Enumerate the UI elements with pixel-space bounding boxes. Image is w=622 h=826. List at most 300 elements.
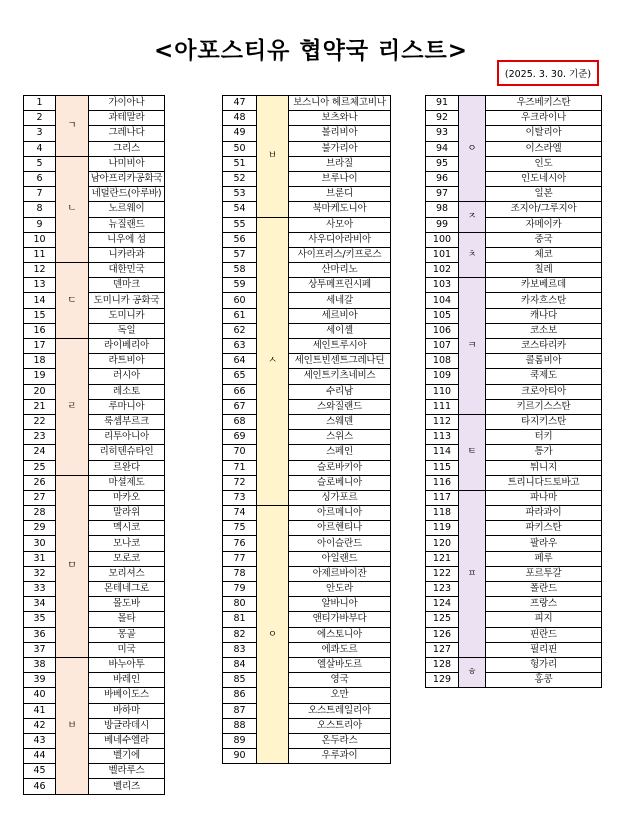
country-name: 룩셈부르크 (89, 414, 165, 429)
table-row (223, 202, 391, 217)
country-name: 코스타리카 (486, 339, 602, 354)
country-name: 파나마 (486, 490, 602, 505)
country-name: 벨기에 (89, 749, 165, 764)
country-name: 모나코 (89, 536, 165, 551)
country-name: 몰도바 (89, 597, 165, 612)
country-name: 레소토 (89, 384, 165, 399)
country-name: 인도 (486, 156, 602, 171)
table-row (24, 657, 165, 672)
table-row (223, 96, 391, 111)
table-row (24, 506, 165, 521)
country-name: 에콰도르 (289, 642, 391, 657)
row-number: 76 (223, 536, 257, 551)
table-row (24, 369, 165, 384)
row-number: 68 (223, 414, 257, 429)
table-row (223, 506, 391, 521)
row-number: 14 (24, 293, 56, 308)
country-name: 바하마 (89, 703, 165, 718)
table-row (24, 232, 165, 247)
table-row (24, 521, 165, 536)
table-row (223, 642, 391, 657)
row-number: 83 (223, 642, 257, 657)
country-name: 엘살바도르 (289, 657, 391, 672)
table-row (24, 354, 165, 369)
country-name: 네덜란드(아루바) (89, 187, 165, 202)
table-row (24, 187, 165, 202)
row-number: 122 (426, 566, 459, 581)
row-number: 2 (24, 111, 56, 126)
table-row (24, 551, 165, 566)
country-name: 에스토니아 (289, 627, 391, 642)
country-name: 카보베르데 (486, 278, 602, 293)
country-name: 도미니카 공화국 (89, 293, 165, 308)
table-row (426, 582, 602, 597)
table-row (426, 247, 602, 262)
table-row (223, 475, 391, 490)
row-number: 51 (223, 156, 257, 171)
row-number: 117 (426, 490, 459, 505)
country-name: 아르메니아 (289, 506, 391, 521)
row-number: 97 (426, 187, 459, 202)
country-name: 필리핀 (486, 642, 602, 657)
row-number: 34 (24, 597, 56, 612)
table-row (426, 490, 602, 505)
initial-consonant-group: ㄹ (56, 339, 89, 476)
country-name: 루마니아 (89, 399, 165, 414)
table-row (24, 339, 165, 354)
country-name: 핀란드 (486, 627, 602, 642)
country-name: 헝가리 (486, 657, 602, 672)
table-row (426, 354, 602, 369)
country-name: 카자흐스탄 (486, 293, 602, 308)
country-name: 벨라루스 (89, 764, 165, 779)
row-number: 54 (223, 202, 257, 217)
table-row (223, 247, 391, 262)
table-row (426, 597, 602, 612)
country-name: 리투아니아 (89, 430, 165, 445)
table-row (24, 263, 165, 278)
country-name: 세르비아 (289, 308, 391, 323)
table-row (24, 688, 165, 703)
country-name: 조지아/그루지아 (486, 202, 602, 217)
country-name: 아제르바이잔 (289, 566, 391, 581)
row-number: 67 (223, 399, 257, 414)
table-row (24, 475, 165, 490)
row-number: 21 (24, 399, 56, 414)
table-row (223, 536, 391, 551)
table-row (223, 657, 391, 672)
table-row (426, 521, 602, 536)
table-row (426, 308, 602, 323)
table-row (24, 536, 165, 551)
country-name: 덴마크 (89, 278, 165, 293)
row-number: 111 (426, 399, 459, 414)
country-name: 아이슬란드 (289, 536, 391, 551)
country-name: 인도네시아 (486, 171, 602, 186)
row-number: 126 (426, 627, 459, 642)
country-name: 아일랜드 (289, 551, 391, 566)
table-row (223, 627, 391, 642)
table-row (426, 141, 602, 156)
row-number: 4 (24, 141, 56, 156)
row-number: 38 (24, 657, 56, 672)
row-number: 78 (223, 566, 257, 581)
table-row (426, 460, 602, 475)
row-number: 20 (24, 384, 56, 399)
table-row (426, 126, 602, 141)
table-row (223, 582, 391, 597)
table-row (426, 551, 602, 566)
table-row (223, 445, 391, 460)
row-number: 33 (24, 582, 56, 597)
country-name: 세인트빈센트그레나딘 (289, 354, 391, 369)
initial-consonant-group: ㅇ (257, 506, 289, 764)
row-number: 59 (223, 278, 257, 293)
country-name: 포르투갈 (486, 566, 602, 581)
table-row (24, 597, 165, 612)
table-row (24, 582, 165, 597)
row-number: 27 (24, 490, 56, 505)
table-row (426, 369, 602, 384)
country-name: 폴란드 (486, 582, 602, 597)
row-number: 121 (426, 551, 459, 566)
row-number: 112 (426, 414, 459, 429)
country-name: 보스니아 헤르체고비나 (289, 96, 391, 111)
table-row (223, 263, 391, 278)
table-row (426, 506, 602, 521)
row-number: 66 (223, 384, 257, 399)
table-row (223, 551, 391, 566)
row-number: 70 (223, 445, 257, 460)
table-row (426, 232, 602, 247)
row-number: 19 (24, 369, 56, 384)
country-name: 터키 (486, 430, 602, 445)
country-name: 러시아 (89, 369, 165, 384)
country-name: 파키스탄 (486, 521, 602, 536)
row-number: 75 (223, 521, 257, 536)
table-row (223, 718, 391, 733)
table-row (24, 96, 165, 111)
country-name: 키르기스스탄 (486, 399, 602, 414)
initial-consonant-group: ㅁ (56, 475, 89, 657)
row-number: 116 (426, 475, 459, 490)
country-name: 슬로베니아 (289, 475, 391, 490)
table-row (426, 475, 602, 490)
row-number: 101 (426, 247, 459, 262)
country-name: 세네갈 (289, 293, 391, 308)
row-number: 115 (426, 460, 459, 475)
table-row (426, 566, 602, 581)
table-row (24, 399, 165, 414)
country-name: 상투메프린시페 (289, 278, 391, 293)
country-name: 우루과이 (289, 749, 391, 764)
country-name: 체코 (486, 247, 602, 262)
country-name: 라트비아 (89, 354, 165, 369)
row-number: 92 (426, 111, 459, 126)
row-number: 108 (426, 354, 459, 369)
country-name: 과테말라 (89, 111, 165, 126)
country-name: 튀니지 (486, 460, 602, 475)
table-row (24, 308, 165, 323)
row-number: 102 (426, 263, 459, 278)
table-row (223, 688, 391, 703)
table-row (426, 339, 602, 354)
row-number: 91 (426, 96, 459, 111)
initial-consonant-group: ㅌ (459, 414, 486, 490)
country-name: 홍콩 (486, 673, 602, 688)
country-name: 중국 (486, 232, 602, 247)
country-name: 세인트루시아 (289, 339, 391, 354)
table-row (426, 263, 602, 278)
initial-consonant-group: ㅍ (459, 490, 486, 657)
table-row (426, 657, 602, 672)
country-name: 스위스 (289, 430, 391, 445)
table-row (223, 232, 391, 247)
table-row (426, 673, 602, 688)
initial-consonant-group: ㅂ (56, 657, 89, 794)
row-number: 52 (223, 171, 257, 186)
table-row (24, 171, 165, 186)
row-number: 29 (24, 521, 56, 536)
table-row (426, 171, 602, 186)
row-number: 12 (24, 263, 56, 278)
row-number: 105 (426, 308, 459, 323)
row-number: 47 (223, 96, 257, 111)
country-name: 스와질랜드 (289, 399, 391, 414)
country-name: 세인트키츠네비스 (289, 369, 391, 384)
row-number: 56 (223, 232, 257, 247)
country-name: 자메이카 (486, 217, 602, 232)
row-number: 82 (223, 627, 257, 642)
row-number: 45 (24, 764, 56, 779)
row-number: 6 (24, 171, 56, 186)
table-row (24, 445, 165, 460)
row-number: 87 (223, 703, 257, 718)
country-name: 바레인 (89, 673, 165, 688)
row-number: 63 (223, 339, 257, 354)
row-number: 41 (24, 703, 56, 718)
table-row (426, 111, 602, 126)
table-row (24, 490, 165, 505)
country-name: 몰타 (89, 612, 165, 627)
row-number: 36 (24, 627, 56, 642)
country-name: 브룬디 (289, 187, 391, 202)
row-number: 5 (24, 156, 56, 171)
row-number: 43 (24, 733, 56, 748)
country-name: 슬로바키아 (289, 460, 391, 475)
initial-consonant-group: ㅈ (459, 202, 486, 232)
row-number: 110 (426, 384, 459, 399)
row-number: 120 (426, 536, 459, 551)
country-name: 오스트레일리아 (289, 703, 391, 718)
row-number: 24 (24, 445, 56, 460)
row-number: 74 (223, 506, 257, 521)
country-name: 우즈베키스탄 (486, 96, 602, 111)
table-row (24, 673, 165, 688)
table-row (223, 354, 391, 369)
table-row (24, 141, 165, 156)
country-name: 나미비아 (89, 156, 165, 171)
country-name: 남아프리카공화국 (89, 171, 165, 186)
page-title: <아포스티유 협약국 리스트> (154, 38, 468, 64)
country-name: 몬테네그로 (89, 582, 165, 597)
country-name: 타지키스탄 (486, 414, 602, 429)
table-row (24, 126, 165, 141)
table-row (24, 323, 165, 338)
country-name: 바누아투 (89, 657, 165, 672)
table-row (24, 156, 165, 171)
row-number: 53 (223, 187, 257, 202)
country-name: 사이프러스/키프로스 (289, 247, 391, 262)
initial-consonant-group: ㅅ (257, 217, 289, 506)
row-number: 104 (426, 293, 459, 308)
table-row (24, 749, 165, 764)
table-row (223, 156, 391, 171)
row-number: 103 (426, 278, 459, 293)
row-number: 88 (223, 718, 257, 733)
row-number: 71 (223, 460, 257, 475)
table-row (426, 96, 602, 111)
row-number: 1 (24, 96, 56, 111)
initial-consonant-group: ㅎ (459, 657, 486, 687)
initial-consonant-group: ㅋ (459, 278, 486, 415)
country-name: 온두라스 (289, 733, 391, 748)
row-number: 8 (24, 202, 56, 217)
table-row (223, 566, 391, 581)
table-row (223, 703, 391, 718)
table-row (426, 323, 602, 338)
row-number: 16 (24, 323, 56, 338)
row-number: 98 (426, 202, 459, 217)
row-number: 10 (24, 232, 56, 247)
initial-consonant-group: ㄴ (56, 156, 89, 262)
table-row (24, 733, 165, 748)
row-number: 50 (223, 141, 257, 156)
row-number: 37 (24, 642, 56, 657)
country-name: 리히텐슈타인 (89, 445, 165, 460)
table-row (223, 460, 391, 475)
row-number: 35 (24, 612, 56, 627)
row-number: 129 (426, 673, 459, 688)
table-row (426, 445, 602, 460)
country-name: 오만 (289, 688, 391, 703)
row-number: 95 (426, 156, 459, 171)
table-row (24, 566, 165, 581)
table-row (223, 673, 391, 688)
table-row (223, 414, 391, 429)
row-number: 127 (426, 642, 459, 657)
country-name: 프랑스 (486, 597, 602, 612)
country-name: 안도라 (289, 582, 391, 597)
table-row (24, 430, 165, 445)
row-number: 60 (223, 293, 257, 308)
row-number: 57 (223, 247, 257, 262)
table-row (223, 597, 391, 612)
table-row (426, 156, 602, 171)
row-number: 96 (426, 171, 459, 186)
row-number: 28 (24, 506, 56, 521)
country-name: 수리남 (289, 384, 391, 399)
initial-consonant-group: ㅇ (459, 96, 486, 202)
row-number: 73 (223, 490, 257, 505)
row-number: 109 (426, 369, 459, 384)
country-name: 알바니아 (289, 597, 391, 612)
country-name: 그리스 (89, 141, 165, 156)
row-number: 85 (223, 673, 257, 688)
row-number: 89 (223, 733, 257, 748)
row-number: 55 (223, 217, 257, 232)
table-row (24, 764, 165, 779)
country-name: 볼리비아 (289, 126, 391, 141)
country-name: 르완다 (89, 460, 165, 475)
row-number: 61 (223, 308, 257, 323)
row-number: 9 (24, 217, 56, 232)
row-number: 80 (223, 597, 257, 612)
table-row (223, 217, 391, 232)
country-name: 뉴질랜드 (89, 217, 165, 232)
row-number: 94 (426, 141, 459, 156)
country-name: 영국 (289, 673, 391, 688)
table-row (426, 414, 602, 429)
country-table-1 (23, 95, 165, 795)
country-name: 모리셔스 (89, 566, 165, 581)
table-row (223, 111, 391, 126)
table-row (223, 323, 391, 338)
country-name: 방글라데시 (89, 718, 165, 733)
table-row (426, 536, 602, 551)
country-name: 이스라엘 (486, 141, 602, 156)
table-row (223, 293, 391, 308)
row-number: 79 (223, 582, 257, 597)
country-name: 몽골 (89, 627, 165, 642)
table-row (223, 126, 391, 141)
table-row (24, 217, 165, 232)
initial-consonant-group: ㅂ (257, 96, 289, 218)
row-number: 84 (223, 657, 257, 672)
country-name: 스페인 (289, 445, 391, 460)
table-row (24, 703, 165, 718)
country-name: 아르헨티나 (289, 521, 391, 536)
row-number: 31 (24, 551, 56, 566)
table-row (223, 369, 391, 384)
country-name: 사우디아라비아 (289, 232, 391, 247)
row-number: 62 (223, 323, 257, 338)
row-number: 40 (24, 688, 56, 703)
country-name: 산마리노 (289, 263, 391, 278)
row-number: 32 (24, 566, 56, 581)
country-name: 앤티가바부다 (289, 612, 391, 627)
row-number: 113 (426, 430, 459, 445)
table-row (223, 308, 391, 323)
country-name: 바베이도스 (89, 688, 165, 703)
country-name: 칠레 (486, 263, 602, 278)
country-name: 그레나다 (89, 126, 165, 141)
country-name: 스웨덴 (289, 414, 391, 429)
row-number: 119 (426, 521, 459, 536)
row-number: 93 (426, 126, 459, 141)
row-number: 11 (24, 247, 56, 262)
table-row (223, 141, 391, 156)
table-row (223, 521, 391, 536)
row-number: 114 (426, 445, 459, 460)
country-name: 라이베리아 (89, 339, 165, 354)
table-row (223, 278, 391, 293)
country-name: 니우에 섬 (89, 232, 165, 247)
country-name: 보츠와나 (289, 111, 391, 126)
country-name: 노르웨이 (89, 202, 165, 217)
country-name: 이탈리아 (486, 126, 602, 141)
row-number: 64 (223, 354, 257, 369)
